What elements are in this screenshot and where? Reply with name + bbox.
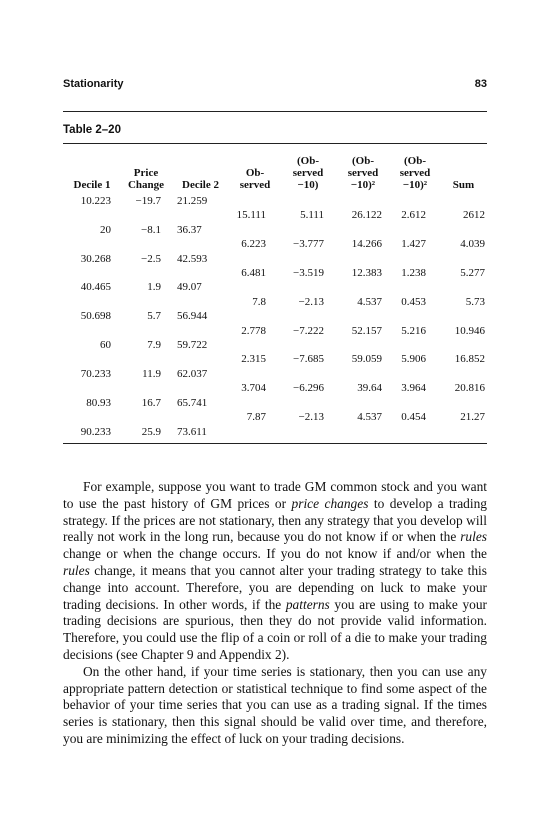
table-cell: 30.268 xyxy=(80,252,111,265)
table-cell: 26.122 xyxy=(351,209,382,222)
table-cell: 5.277 xyxy=(460,267,485,280)
table-cell: 36.37 xyxy=(177,223,202,236)
table-cell: 49.07 xyxy=(177,281,202,294)
table-cell xyxy=(230,425,280,439)
table-cell xyxy=(121,266,171,280)
table-cell: −6.296 xyxy=(293,382,324,395)
table-cell: 2.778 xyxy=(241,324,266,337)
table-cell: 5.7 xyxy=(147,310,161,323)
table-cell xyxy=(280,367,336,381)
table-cell xyxy=(280,280,336,294)
column-header-line: −10)² xyxy=(350,179,376,191)
table-cell: 21.27 xyxy=(460,411,485,424)
table-cell xyxy=(390,194,440,208)
table-cell xyxy=(230,338,280,352)
table-cell: 73.611 xyxy=(177,425,207,438)
table-cell xyxy=(171,381,230,395)
table-cell xyxy=(63,410,121,424)
column-header-line: −10) xyxy=(297,179,319,191)
table-cell xyxy=(280,223,336,237)
table-cell: −7.222 xyxy=(293,324,324,337)
table-cell xyxy=(390,309,440,323)
table-cell: 60 xyxy=(100,339,111,352)
table-cell: 4.039 xyxy=(460,238,485,251)
page-number: 83 xyxy=(474,78,487,90)
column-header-line: (Ob- xyxy=(404,155,426,167)
table-cell: −8.1 xyxy=(141,223,161,236)
paragraph: On the other hand, if your time series is stationary, then you can use any appropriate pattern detection or statistical technique to find some aspect of the behavior of your time series that you can use as a trading signal. If the times series is stationary, then this signal should be valid over time, and therefore, you are minimizing the effect of luck on your trading decisions. xyxy=(63,663,487,746)
table-cell xyxy=(280,425,336,439)
table-cell xyxy=(390,280,440,294)
table-cell xyxy=(171,266,230,280)
table-row xyxy=(63,381,487,395)
table-cell: 2.612 xyxy=(401,209,426,222)
table-cell xyxy=(336,309,390,323)
table-row xyxy=(63,309,487,323)
column-header-line: −10)² xyxy=(402,179,428,191)
table-cell xyxy=(336,252,390,266)
table-cell: 21.259 xyxy=(177,195,208,207)
table-cell xyxy=(230,367,280,381)
table-row xyxy=(63,223,487,237)
table-cell xyxy=(121,410,171,424)
table-row xyxy=(63,237,487,251)
table-cell: 7.9 xyxy=(147,339,161,352)
table-cell: −2.13 xyxy=(298,295,324,308)
column-header-line: served xyxy=(399,167,431,179)
table-cell xyxy=(230,280,280,294)
table-cell: −3.519 xyxy=(293,267,324,280)
table-cell: 0.453 xyxy=(401,295,426,308)
table-cell xyxy=(171,410,230,424)
column-header xyxy=(280,148,336,194)
table-cell xyxy=(63,295,121,309)
table-cell xyxy=(390,367,440,381)
column-header-line: Price xyxy=(133,167,159,179)
table-cell xyxy=(336,194,390,208)
table-cell xyxy=(280,338,336,352)
table-body xyxy=(63,194,487,439)
table-cell xyxy=(230,396,280,410)
table-cell: −2.13 xyxy=(298,411,324,424)
header-rule xyxy=(63,111,487,112)
table-cell: −7.685 xyxy=(293,353,324,366)
table-cell xyxy=(280,309,336,323)
table-cell xyxy=(280,194,336,208)
table-cell xyxy=(280,396,336,410)
table-cell: 1.427 xyxy=(401,238,426,251)
table-cell xyxy=(440,309,487,323)
table-cell xyxy=(63,266,121,280)
table-cell xyxy=(121,381,171,395)
column-header xyxy=(440,148,487,194)
data-table xyxy=(63,148,487,439)
table-cell xyxy=(121,324,171,338)
table-cell xyxy=(390,338,440,352)
table-cell: 42.593 xyxy=(177,252,208,265)
table-row xyxy=(63,295,487,309)
table-cell: 0.454 xyxy=(401,411,426,424)
table-cell xyxy=(171,237,230,251)
table-cell: 12.383 xyxy=(351,267,382,280)
column-header-line: served xyxy=(347,167,379,179)
table-cell: 62.037 xyxy=(177,367,208,380)
table-cell xyxy=(336,396,390,410)
table-cell xyxy=(336,425,390,439)
table-cell xyxy=(336,223,390,237)
column-header-line: served xyxy=(239,179,271,191)
table-cell: −19.7 xyxy=(135,195,161,207)
table-cell: 7.8 xyxy=(252,295,266,308)
table-cell xyxy=(440,252,487,266)
table-cell: 70.233 xyxy=(80,367,111,380)
table-cell: 39.64 xyxy=(357,382,382,395)
table-caption: Table 2–20 xyxy=(63,124,121,136)
column-header-line: Ob- xyxy=(245,167,265,179)
table-cell: 3.964 xyxy=(401,382,426,395)
table-cell: 59.722 xyxy=(177,339,208,352)
table-cell xyxy=(390,223,440,237)
table-cell xyxy=(171,324,230,338)
table-cell xyxy=(440,425,487,439)
table-cell: 5.906 xyxy=(401,353,426,366)
table-cell xyxy=(336,280,390,294)
table-cell xyxy=(230,309,280,323)
table-cell: −2.5 xyxy=(141,252,161,265)
table-cell: 90.233 xyxy=(80,425,111,438)
table-cell xyxy=(336,367,390,381)
table-cell: 25.9 xyxy=(141,425,161,438)
column-header xyxy=(63,148,121,194)
table-row xyxy=(63,280,487,294)
table-cell: 20 xyxy=(100,223,111,236)
column-header xyxy=(121,148,171,194)
table-row xyxy=(63,208,487,222)
table-row xyxy=(63,252,487,266)
table-cell: 59.059 xyxy=(351,353,382,366)
table-row xyxy=(63,425,487,439)
table-cell: 20.816 xyxy=(454,382,485,395)
table-cell xyxy=(171,208,230,222)
table-row xyxy=(63,266,487,280)
table-cell: 10.223 xyxy=(80,195,111,207)
table-cell xyxy=(171,352,230,366)
table-row xyxy=(63,352,487,366)
table-row xyxy=(63,194,487,208)
table-cell xyxy=(63,324,121,338)
table-cell: 15.111 xyxy=(236,209,266,222)
table-cell xyxy=(390,396,440,410)
table-cell xyxy=(280,252,336,266)
table-cell: 50.698 xyxy=(80,310,111,323)
column-header-line: (Ob- xyxy=(297,155,319,167)
table-row xyxy=(63,324,487,338)
column-header-line: (Ob- xyxy=(352,155,374,167)
table-cell: 5.73 xyxy=(465,295,485,308)
table-cell: 16.7 xyxy=(141,396,161,409)
table-cell xyxy=(230,252,280,266)
table-cell xyxy=(440,223,487,237)
column-header xyxy=(390,148,440,194)
table-cell xyxy=(390,425,440,439)
table-cell xyxy=(440,396,487,410)
table-cell xyxy=(230,194,280,208)
table-cell xyxy=(171,295,230,309)
table-cell: 7.87 xyxy=(246,411,266,424)
column-header xyxy=(171,148,230,194)
table-cell xyxy=(121,352,171,366)
table-cell xyxy=(230,223,280,237)
table-row xyxy=(63,338,487,352)
table-header xyxy=(63,148,487,194)
table-cell xyxy=(121,295,171,309)
table-cell xyxy=(63,237,121,251)
table-cell xyxy=(440,367,487,381)
table-cell: 56.944 xyxy=(177,310,208,323)
body-text xyxy=(63,479,487,748)
table-cell xyxy=(390,252,440,266)
table-cell xyxy=(440,194,487,208)
column-header-line: Decile 2 xyxy=(182,179,219,191)
table-cell: 11.9 xyxy=(142,367,161,380)
table-bottom-rule xyxy=(63,443,487,444)
table-cell: 2612 xyxy=(463,209,485,222)
table-cell: 3.704 xyxy=(241,382,266,395)
table-cell xyxy=(63,208,121,222)
table-cell: 80.93 xyxy=(86,396,111,409)
column-header-line: served xyxy=(292,167,324,179)
column-header-line: Decile 1 xyxy=(73,179,111,191)
table-cell xyxy=(336,338,390,352)
table-cell: 6.223 xyxy=(241,238,266,251)
table-cell: 5.111 xyxy=(300,209,324,222)
table-cell: −3.777 xyxy=(293,238,324,251)
table-cell: 65.741 xyxy=(177,396,208,409)
table-cell xyxy=(63,352,121,366)
column-header-line: Change xyxy=(127,179,165,191)
table-cell: 1.9 xyxy=(147,281,161,294)
section-title: Stationarity xyxy=(63,78,124,90)
table-row xyxy=(63,367,487,381)
table-cell: 1.238 xyxy=(401,267,426,280)
column-header xyxy=(336,148,390,194)
table-top-rule xyxy=(63,143,487,144)
table-cell: 10.946 xyxy=(454,324,485,337)
table-cell xyxy=(440,338,487,352)
table-cell: 52.157 xyxy=(351,324,382,337)
table-cell: 16.852 xyxy=(454,353,485,366)
table-cell: 4.537 xyxy=(357,411,382,424)
table-cell xyxy=(63,381,121,395)
column-header xyxy=(230,148,280,194)
table-row xyxy=(63,410,487,424)
table-cell xyxy=(440,280,487,294)
table-cell: 6.481 xyxy=(241,267,266,280)
column-header-line: Sum xyxy=(452,179,475,191)
table-cell: 14.266 xyxy=(351,238,382,251)
table-cell: 4.537 xyxy=(357,295,382,308)
table-row xyxy=(63,396,487,410)
table-cell xyxy=(121,208,171,222)
table-cell: 5.216 xyxy=(401,324,426,337)
table-cell: 2.315 xyxy=(241,353,266,366)
paragraph: For example, suppose you want to trade GM common stock and you want to use the past history of GM prices or price changes to develop a trading strategy. If the prices are not stationary, then any strategy that you develop will really not work in the long run, because you do not know if or when the rules change or when the change occurs. If you do not know if and/or when the rules change, it means that you cannot alter your trading strategy to take this change into account. Therefore, you are depending on luck to make your trading decisions. In other words, if the patterns you are using to make your trading decisions are spurious, then they do not provide valid information. Therefore, you could use the flip of a coin or roll of a die to make your trading decisions (see Chapter 9 and Appendix 2). xyxy=(63,479,487,662)
table-cell: 40.465 xyxy=(80,281,111,294)
table-cell xyxy=(121,237,171,251)
